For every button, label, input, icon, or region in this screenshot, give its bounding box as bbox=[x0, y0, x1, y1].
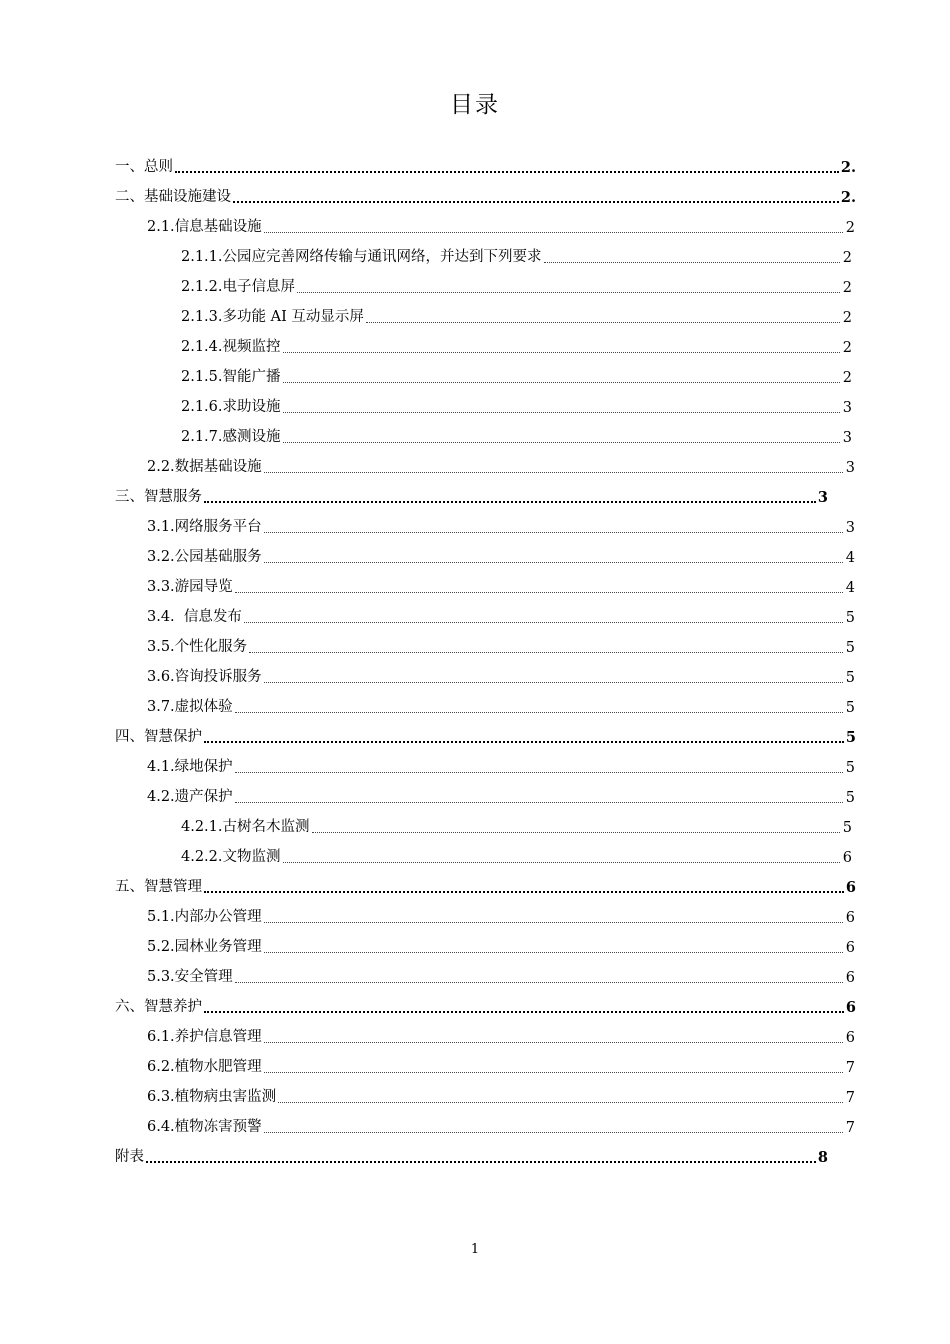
toc-entry-label: 三、智慧服务 bbox=[115, 489, 202, 505]
toc-entry-label: 6.4.植物冻害预警 bbox=[147, 1119, 262, 1135]
dot-leader bbox=[366, 306, 840, 323]
toc-entry[interactable] bbox=[147, 664, 855, 686]
toc-entry-page: 6 bbox=[845, 970, 855, 986]
toc-entry-label: 3.4. 信息发布 bbox=[147, 609, 242, 625]
toc-entry-label: 3.1.网络服务平台 bbox=[147, 519, 262, 535]
toc-entry-page: 6 bbox=[845, 879, 856, 896]
dot-leader bbox=[283, 336, 840, 353]
dot-leader bbox=[235, 576, 843, 593]
toc-entry-page: 3 bbox=[845, 520, 855, 536]
toc-entry[interactable] bbox=[147, 904, 855, 926]
toc-entry-label: 6.1.养护信息管理 bbox=[147, 1029, 262, 1045]
toc-entry[interactable] bbox=[115, 184, 856, 206]
toc-entry-label: 4.1.绿地保护 bbox=[147, 759, 233, 775]
toc-entry-label: 四、智慧保护 bbox=[115, 729, 202, 745]
toc-entry[interactable] bbox=[147, 514, 855, 536]
dot-leader bbox=[283, 846, 840, 863]
toc-entry-label: 一、总则 bbox=[115, 159, 173, 175]
toc-entry[interactable] bbox=[181, 244, 852, 266]
toc-entry[interactable] bbox=[147, 1054, 855, 1076]
toc-entry[interactable] bbox=[147, 934, 855, 956]
toc-entry[interactable] bbox=[147, 604, 855, 626]
toc-entry-page: 3 bbox=[842, 400, 852, 416]
dot-leader bbox=[235, 696, 843, 713]
toc-entry-label: 五、智慧管理 bbox=[115, 879, 202, 895]
toc-entry-page: 8 bbox=[817, 1149, 828, 1166]
dot-leader bbox=[264, 546, 843, 563]
toc-entry-label: 2.1.4.视频监控 bbox=[181, 339, 281, 355]
toc-entry-label: 2.1.信息基础设施 bbox=[147, 219, 262, 235]
toc-entry-label: 2.1.3.多功能 AI 互动显示屏 bbox=[181, 309, 364, 325]
toc-entry-label: 6.2.植物水肥管理 bbox=[147, 1059, 262, 1075]
toc-entry-label: 5.1.内部办公管理 bbox=[147, 909, 262, 925]
dot-leader bbox=[233, 185, 839, 203]
toc-entry-label: 2.1.2.电子信息屏 bbox=[181, 279, 296, 295]
toc-entry[interactable] bbox=[181, 334, 852, 356]
toc-entry-label: 六、智慧养护 bbox=[115, 999, 202, 1015]
toc-entry-page: 2 bbox=[842, 280, 852, 296]
toc-entry-page: 6 bbox=[842, 850, 852, 866]
toc-entry-page: 5 bbox=[845, 729, 856, 746]
toc-entry-label: 3.2.公园基础服务 bbox=[147, 549, 262, 565]
dot-leader bbox=[544, 246, 840, 263]
toc-entry-page: 2. bbox=[840, 189, 856, 206]
toc-entry[interactable] bbox=[115, 874, 856, 896]
toc-entry[interactable] bbox=[181, 424, 852, 446]
toc-entry-page: 2 bbox=[842, 250, 852, 266]
toc-entry-page: 5 bbox=[842, 820, 852, 836]
toc-entry[interactable] bbox=[147, 574, 855, 596]
dot-leader bbox=[204, 875, 844, 893]
dot-leader bbox=[204, 725, 844, 743]
toc-entry-label: 2.1.1.公园应完善网络传输与通讯网络，并达到下列要求 bbox=[181, 249, 542, 265]
toc-entry[interactable] bbox=[147, 1024, 855, 1046]
toc-entry-page: 4 bbox=[845, 550, 855, 566]
toc-entry-page: 5 bbox=[845, 640, 855, 656]
toc-entry[interactable] bbox=[147, 544, 855, 566]
toc-entry[interactable] bbox=[147, 754, 855, 776]
toc-entry-page: 2 bbox=[842, 340, 852, 356]
toc-entry-label: 5.2.园林业务管理 bbox=[147, 939, 262, 955]
toc-entry[interactable] bbox=[115, 154, 856, 176]
dot-leader bbox=[146, 1145, 816, 1163]
toc-entry[interactable] bbox=[147, 1114, 855, 1136]
toc-entry-page: 5 bbox=[845, 610, 855, 626]
toc-entry[interactable] bbox=[115, 724, 856, 746]
toc-entry[interactable] bbox=[147, 634, 855, 656]
dot-leader bbox=[264, 456, 843, 473]
dot-leader bbox=[175, 155, 839, 173]
toc-entry[interactable] bbox=[181, 814, 852, 836]
dot-leader bbox=[244, 606, 843, 623]
toc-entry-label: 二、基础设施建设 bbox=[115, 189, 231, 205]
toc-entry[interactable] bbox=[147, 454, 855, 476]
toc-entry-page: 2 bbox=[842, 370, 852, 386]
toc-entry-label: 6.3.植物病虫害监测 bbox=[147, 1089, 277, 1105]
toc-entry[interactable] bbox=[147, 694, 855, 716]
toc-entry-label: 附表 bbox=[115, 1149, 144, 1165]
toc-entry-page: 3 bbox=[817, 489, 828, 506]
dot-leader bbox=[297, 276, 840, 293]
toc-entry-page: 6 bbox=[845, 999, 856, 1016]
dot-leader bbox=[264, 216, 843, 233]
toc-entry[interactable] bbox=[115, 994, 856, 1016]
dot-leader bbox=[264, 906, 843, 923]
toc-entry-page: 4 bbox=[845, 580, 855, 596]
dot-leader bbox=[235, 786, 843, 803]
toc-entry-label: 2.1.5.智能广播 bbox=[181, 369, 281, 385]
dot-leader bbox=[283, 426, 840, 443]
toc-entry[interactable] bbox=[181, 274, 852, 296]
dot-leader bbox=[235, 756, 843, 773]
toc-entry[interactable] bbox=[147, 964, 855, 986]
toc-entry-label: 4.2.遗产保护 bbox=[147, 789, 233, 805]
dot-leader bbox=[235, 966, 843, 983]
toc-entry-page: 5 bbox=[845, 790, 855, 806]
toc-entry[interactable] bbox=[115, 484, 828, 506]
toc-entry-page: 5 bbox=[845, 700, 855, 716]
dot-leader bbox=[264, 516, 843, 533]
toc-entry[interactable] bbox=[181, 364, 852, 386]
toc-entry[interactable] bbox=[181, 844, 852, 866]
toc-entry-page: 6 bbox=[845, 1030, 855, 1046]
toc-entry[interactable] bbox=[147, 1084, 855, 1106]
toc-entry-page: 3 bbox=[845, 460, 855, 476]
dot-leader bbox=[249, 636, 843, 653]
toc-entry-page: 2. bbox=[840, 159, 856, 176]
dot-leader bbox=[264, 1116, 843, 1133]
dot-leader bbox=[264, 666, 843, 683]
toc-entry-page: 2 bbox=[845, 220, 855, 236]
dot-leader bbox=[283, 396, 840, 413]
toc-entry-page: 6 bbox=[845, 910, 855, 926]
toc-entry[interactable] bbox=[181, 304, 852, 326]
dot-leader bbox=[264, 1026, 843, 1043]
toc-entry-label: 3.3.游园导览 bbox=[147, 579, 233, 595]
toc-entry[interactable] bbox=[147, 214, 855, 236]
dot-leader bbox=[278, 1086, 843, 1103]
toc-entry[interactable] bbox=[115, 1144, 828, 1166]
dot-leader bbox=[312, 816, 840, 833]
dot-leader bbox=[264, 936, 843, 953]
toc-entry-page: 5 bbox=[845, 670, 855, 686]
toc-entry-label: 5.3.安全管理 bbox=[147, 969, 233, 985]
toc-entry-label: 4.2.2.文物监测 bbox=[181, 849, 281, 865]
dot-leader bbox=[204, 995, 844, 1013]
dot-leader bbox=[264, 1056, 843, 1073]
toc-entry-page: 5 bbox=[845, 760, 855, 776]
page-title: 目录 bbox=[450, 92, 500, 118]
toc-entry-label: 3.6.咨询投诉服务 bbox=[147, 669, 262, 685]
toc-entry-label: 3.7.虚拟体验 bbox=[147, 699, 233, 715]
toc-entry-label: 2.1.7.感测设施 bbox=[181, 429, 281, 445]
toc-entry-label: 3.5.个性化服务 bbox=[147, 639, 248, 655]
dot-leader bbox=[204, 485, 816, 503]
toc-entry-label: 2.2.数据基础设施 bbox=[147, 459, 262, 475]
toc-entry-page: 7 bbox=[845, 1120, 855, 1136]
toc-entry[interactable] bbox=[181, 394, 852, 416]
toc-entry[interactable] bbox=[147, 784, 855, 806]
toc-entry-page: 7 bbox=[845, 1060, 855, 1076]
dot-leader bbox=[283, 366, 840, 383]
toc-entry-label: 4.2.1.古树名木监测 bbox=[181, 819, 310, 835]
toc-entry-page: 3 bbox=[842, 430, 852, 446]
toc-entry-page: 2 bbox=[842, 310, 852, 326]
toc-entry-page: 7 bbox=[845, 1090, 855, 1106]
toc-entry-page: 6 bbox=[845, 940, 855, 956]
page-number: 1 bbox=[470, 1242, 480, 1257]
toc-entry-label: 2.1.6.求助设施 bbox=[181, 399, 281, 415]
